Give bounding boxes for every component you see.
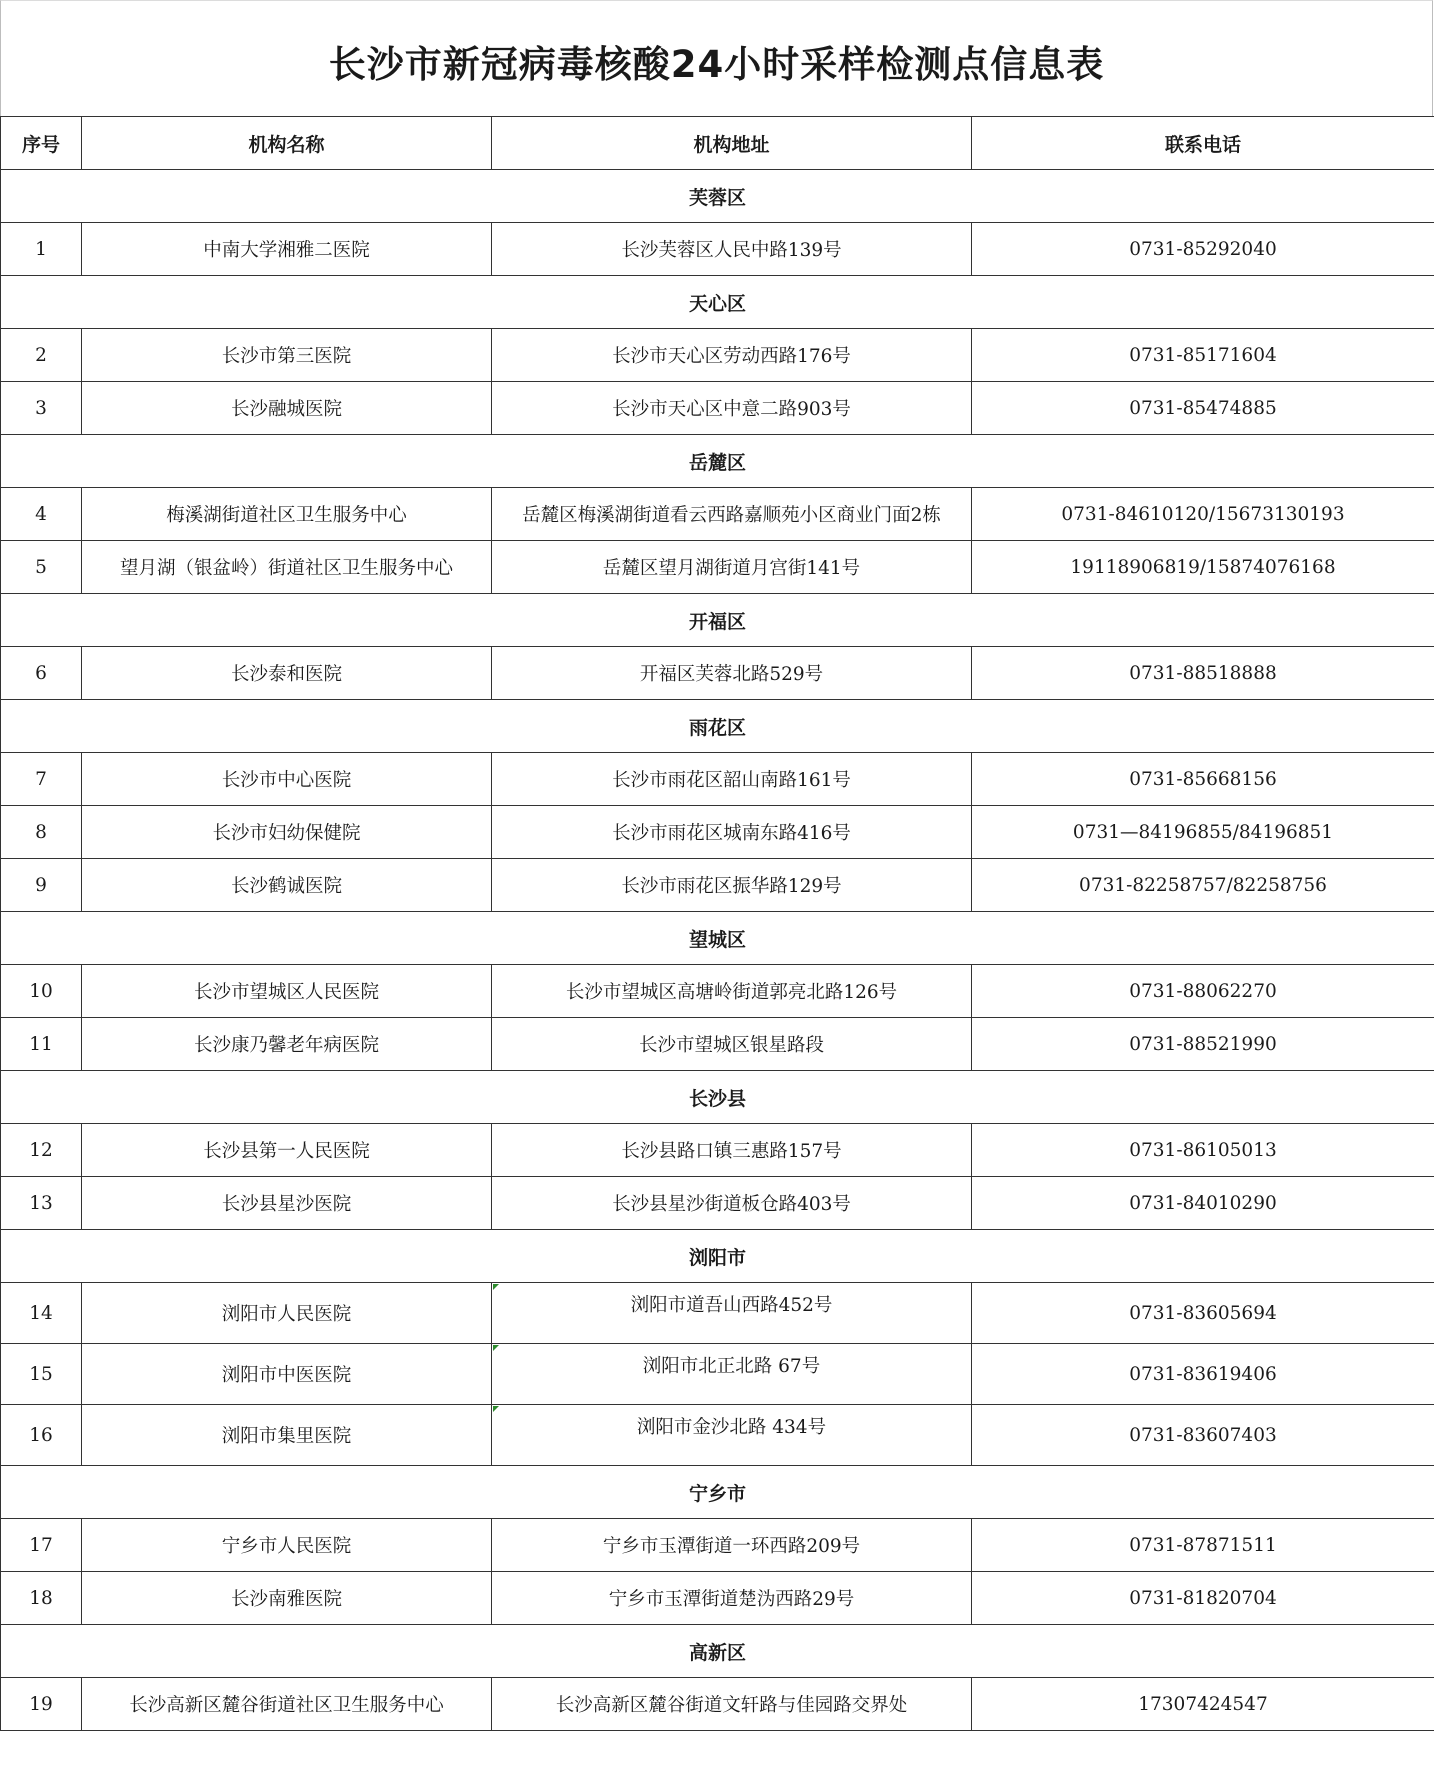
district-row (1, 1230, 1434, 1283)
district-row (1, 1466, 1434, 1519)
district-row (1, 1071, 1434, 1124)
cell-no: 18 (1, 1572, 82, 1625)
table-row (1, 806, 1434, 859)
cell-phone: 0731-88062270 (972, 965, 1434, 1018)
cell-name: 浏阳市人民医院 (82, 1283, 492, 1344)
table-row (1, 1519, 1434, 1572)
cell-name: 长沙泰和医院 (82, 647, 492, 700)
cell-phone: 0731-84010290 (972, 1177, 1434, 1230)
cell-address: 浏阳市金沙北路 434号 (492, 1405, 972, 1466)
cell-address: 宁乡市玉潭街道一环西路209号 (492, 1519, 972, 1572)
district-name: 长沙县 (1, 1071, 1434, 1124)
cell-address: 浏阳市北正北路 67号 (492, 1344, 972, 1405)
header-name: 机构名称 (82, 117, 492, 170)
cell-address: 长沙市天心区中意二路903号 (492, 382, 972, 435)
cell-name: 宁乡市人民医院 (82, 1519, 492, 1572)
cell-no: 16 (1, 1405, 82, 1466)
cell-address: 长沙芙蓉区人民中路139号 (492, 223, 972, 276)
cell-phone: 0731-87871511 (972, 1519, 1434, 1572)
header-no: 序号 (1, 117, 82, 170)
cell-address: 长沙市天心区劳动西路176号 (492, 329, 972, 382)
cell-phone: 0731-85171604 (972, 329, 1434, 382)
cell-phone: 0731-85668156 (972, 753, 1434, 806)
cell-phone: 0731-81820704 (972, 1572, 1434, 1625)
table-row (1, 1344, 1434, 1405)
cell-address: 长沙高新区麓谷街道文轩路与佳园路交界处 (492, 1678, 972, 1731)
cell-address: 岳麓区望月湖街道月宫街141号 (492, 541, 972, 594)
table-row (1, 859, 1434, 912)
cell-no: 3 (1, 382, 82, 435)
cell-phone: 0731-86105013 (972, 1124, 1434, 1177)
cell-address: 长沙市雨花区韶山南路161号 (492, 753, 972, 806)
cell-address: 岳麓区梅溪湖街道看云西路嘉顺苑小区商业门面2栋 (492, 488, 972, 541)
cell-phone: 0731-83607403 (972, 1405, 1434, 1466)
cell-no: 17 (1, 1519, 82, 1572)
district-row (1, 1625, 1434, 1678)
cell-phone: 0731-83619406 (972, 1344, 1434, 1405)
cell-name: 长沙鹤诚医院 (82, 859, 492, 912)
cell-name: 长沙高新区麓谷街道社区卫生服务中心 (82, 1678, 492, 1731)
table-row (1, 1572, 1434, 1625)
cell-no: 15 (1, 1344, 82, 1405)
table-row (1, 223, 1434, 276)
cell-no: 14 (1, 1283, 82, 1344)
cell-name: 长沙市望城区人民医院 (82, 965, 492, 1018)
header-phone: 联系电话 (972, 117, 1434, 170)
district-name: 雨花区 (1, 700, 1434, 753)
cell-no: 2 (1, 329, 82, 382)
header-row (1, 117, 1434, 170)
district-name: 芙蓉区 (1, 170, 1434, 223)
cell-address: 长沙市望城区银星路段 (492, 1018, 972, 1071)
table-row (1, 647, 1434, 700)
table-row (1, 488, 1434, 541)
district-name: 岳麓区 (1, 435, 1434, 488)
cell-name: 长沙市中心医院 (82, 753, 492, 806)
cell-phone: 0731—84196855/84196851 (972, 806, 1434, 859)
district-name: 高新区 (1, 1625, 1434, 1678)
cell-no: 10 (1, 965, 82, 1018)
table-title-row (0, 0, 1433, 116)
cell-phone: 19118906819/15874076168 (972, 541, 1434, 594)
district-row (1, 170, 1434, 223)
table-row (1, 1177, 1434, 1230)
cell-phone: 0731-88518888 (972, 647, 1434, 700)
district-row (1, 594, 1434, 647)
cell-name: 长沙市第三医院 (82, 329, 492, 382)
cell-address: 长沙市望城区高塘岭街道郭亮北路126号 (492, 965, 972, 1018)
district-row (1, 276, 1434, 329)
cell-address: 浏阳市道吾山西路452号 (492, 1283, 972, 1344)
cell-name: 长沙南雅医院 (82, 1572, 492, 1625)
district-name: 天心区 (1, 276, 1434, 329)
cell-name: 长沙融城医院 (82, 382, 492, 435)
cell-phone: 17307424547 (972, 1678, 1434, 1731)
cell-name: 长沙县第一人民医院 (82, 1124, 492, 1177)
cell-address: 长沙县路口镇三惠路157号 (492, 1124, 972, 1177)
cell-no: 4 (1, 488, 82, 541)
table-body (1, 170, 1434, 1731)
cell-no: 6 (1, 647, 82, 700)
cell-name: 望月湖（银盆岭）街道社区卫生服务中心 (82, 541, 492, 594)
cell-name: 梅溪湖街道社区卫生服务中心 (82, 488, 492, 541)
cell-phone: 0731-84610120/15673130193 (972, 488, 1434, 541)
header-address: 机构地址 (492, 117, 972, 170)
cell-no: 7 (1, 753, 82, 806)
cell-address: 长沙市雨花区城南东路416号 (492, 806, 972, 859)
table-row (1, 329, 1434, 382)
cell-no: 8 (1, 806, 82, 859)
cell-name: 长沙市妇幼保健院 (82, 806, 492, 859)
cell-no: 11 (1, 1018, 82, 1071)
cell-phone: 0731-82258757/82258756 (972, 859, 1434, 912)
cell-no: 1 (1, 223, 82, 276)
table-row (1, 965, 1434, 1018)
table-row (1, 1283, 1434, 1344)
cell-phone: 0731-88521990 (972, 1018, 1434, 1071)
cell-no: 13 (1, 1177, 82, 1230)
table-row (1, 1124, 1434, 1177)
cell-name: 中南大学湘雅二医院 (82, 223, 492, 276)
district-row (1, 435, 1434, 488)
cell-address: 宁乡市玉潭街道楚沩西路29号 (492, 1572, 972, 1625)
cell-name: 长沙康乃馨老年病医院 (82, 1018, 492, 1071)
district-name: 浏阳市 (1, 1230, 1434, 1283)
district-row (1, 912, 1434, 965)
table-row (1, 1405, 1434, 1466)
table-row (1, 382, 1434, 435)
testing-sites-table (0, 116, 1434, 1731)
table-row (1, 1678, 1434, 1731)
table-row (1, 1018, 1434, 1071)
table-row (1, 541, 1434, 594)
cell-phone: 0731-85474885 (972, 382, 1434, 435)
cell-no: 12 (1, 1124, 82, 1177)
cell-address: 长沙市雨花区振华路129号 (492, 859, 972, 912)
cell-no: 19 (1, 1678, 82, 1731)
cell-phone: 0731-83605694 (972, 1283, 1434, 1344)
cell-name: 浏阳市中医医院 (82, 1344, 492, 1405)
district-name: 开福区 (1, 594, 1434, 647)
cell-address: 长沙县星沙街道板仓路403号 (492, 1177, 972, 1230)
cell-name: 长沙县星沙医院 (82, 1177, 492, 1230)
cell-address: 开福区芙蓉北路529号 (492, 647, 972, 700)
cell-name: 浏阳市集里医院 (82, 1405, 492, 1466)
cell-phone: 0731-85292040 (972, 223, 1434, 276)
district-name: 望城区 (1, 912, 1434, 965)
table-row (1, 753, 1434, 806)
cell-no: 5 (1, 541, 82, 594)
table-title: 长沙市新冠病毒核酸24小时采样检测点信息表 (328, 42, 1105, 86)
cell-no: 9 (1, 859, 82, 912)
district-name: 宁乡市 (1, 1466, 1434, 1519)
district-row (1, 700, 1434, 753)
